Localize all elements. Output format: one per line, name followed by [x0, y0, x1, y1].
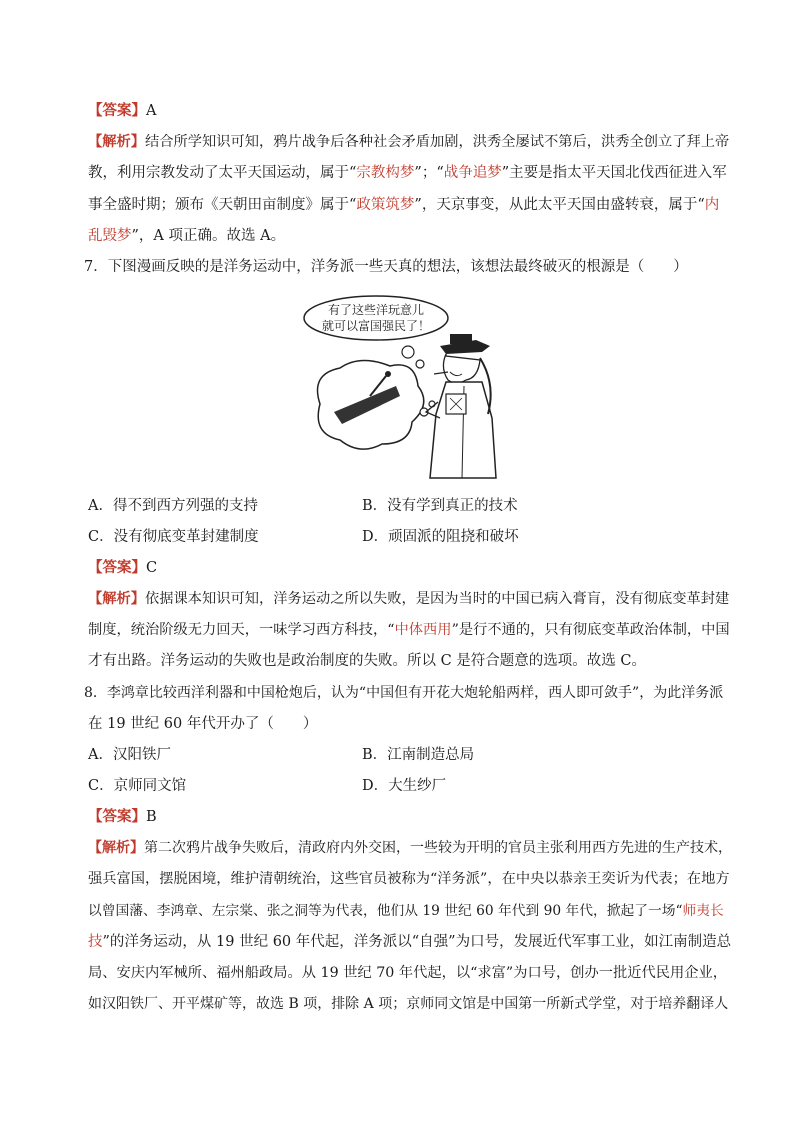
analysis-line: 局、安庆内军械所、福州船政局。从 19 世纪 70 年代起，以“求富”为口号，创办一批近代民用企业， [88, 965, 727, 981]
analysis-text: 第二次鸦片战争失败后，清政府内外交困，一些较为开明的官员主张利用西方先进的生产技术， [144, 840, 732, 856]
analysis-text: 教，利用宗教发动了太平天国运动，属于“ [88, 165, 357, 181]
option-c: C．没有彻底变革封建制度 [88, 529, 259, 545]
analysis-tag: 【解析】 [88, 134, 146, 150]
answer-tag: 【答案】 [88, 559, 146, 576]
answer-line-q7 [88, 558, 157, 578]
question-stem-q8: 8．李鸿章比较西洋利器和中国枪炮后，认为“中国但有开花大炮轮船两样，西人即可敛手”，为此洋务派 [84, 685, 724, 701]
answer-line-q8 [88, 807, 157, 827]
highlight-text: 宗教构梦 [356, 165, 415, 181]
option-a: A．得不到西方列强的支持 [88, 498, 258, 514]
analysis-line [88, 195, 719, 215]
analysis-line: 才有出路。洋务运动的失败也是政治制度的失败。所以 C 是符合题意的选项。故选 C。 [88, 653, 647, 669]
analysis-text: ”是行不通的，只有彻底变革政治体制，中国 [451, 622, 730, 638]
option-c: C．京师同文馆 [88, 778, 187, 794]
highlight-text: 技 [88, 934, 103, 950]
answer-value: A [146, 103, 157, 119]
answer-line-q6 [88, 101, 156, 121]
cartoon-illustration [300, 294, 510, 484]
question-stem-q7: 7．下图漫画反映的是洋务运动中，洋务派一些天真的想法，该想法最终破灭的根源是（ ） [84, 259, 688, 275]
answer-value: B [146, 809, 157, 825]
analysis-line: 如汉阳铁厂、开平煤矿等，故选 B 项，排除 A 项；京师同文馆是中国第一所新式学堂，对于培养翻译人 [88, 996, 729, 1012]
highlight-text: 战争追梦 [443, 165, 502, 181]
option-b: B．没有学到真正的技术 [362, 498, 518, 514]
analysis-text: ”主要是指太平天国北伐西征进入军 [501, 165, 727, 181]
cartoon-drawing [300, 294, 510, 484]
bubble-text-2: 就可以富国强民了！ [321, 319, 431, 333]
analysis-tag: 【解析】 [88, 840, 144, 856]
analysis-text: ”，天京事变，从此太平天国由盛转衰，属于“ [414, 197, 705, 213]
analysis-tag: 【解析】 [88, 591, 146, 607]
analysis-line [88, 163, 727, 183]
option-d: D．大生纱厂 [362, 778, 447, 794]
analysis-text: 结合所学知识可知，鸦片战争后各种社会矛盾加剧，洪秀全屡试不第后，洪秀全创立了拜上帝 [145, 134, 730, 150]
analysis-text: 事全盛时期；颁布《天朝田亩制度》属于“ [88, 197, 357, 213]
answer-tag: 【答案】 [88, 808, 146, 825]
question-stem-q8-cont: 在 19 世纪 60 年代开办了（ ） [88, 716, 318, 732]
analysis-text: ”的洋务运动，从 19 世纪 60 年代起，洋务派以“自强”为口号，发展近代军事工业，如江南制造总 [102, 934, 732, 950]
highlight-text: 内 [704, 197, 720, 213]
bubble-text-1: 有了这些洋玩意儿 [327, 303, 425, 317]
option-a: A．汉阳铁厂 [88, 747, 171, 763]
analysis-text: 以曾国藩、李鸿章、左宗棠、张之洞等为代表，他们从 19 世纪 60 年代到 90 年代，掀起了一场“ [88, 903, 683, 919]
option-b: B．江南制造总局 [362, 747, 475, 763]
highlight-text: 政策筑梦 [356, 197, 415, 213]
analysis-line: 强兵富国，摆脱困境，维护清朝统治，这些官员被称为“洋务派”，在中央以恭亲王奕䜣为代表；在地方 [88, 871, 730, 887]
analysis-text: 制度，统治阶级无力回天，一味学习西方科技，“ [88, 622, 395, 638]
analysis-line [88, 838, 732, 858]
analysis-line [88, 226, 285, 246]
analysis-text: 依据课本知识可知，洋务运动之所以失败，是因为当时的中国已病入膏肓，没有彻底变革封建 [145, 591, 730, 607]
answer-value: C [146, 560, 158, 576]
analysis-line [88, 901, 724, 921]
analysis-line [88, 932, 731, 952]
analysis-line [88, 589, 729, 609]
analysis-text: ”，A 项正确。故选 A。 [131, 228, 286, 244]
highlight-text: 师夷长 [682, 903, 724, 919]
option-d: D．顽固派的阻挠和破坏 [362, 529, 519, 545]
analysis-line [88, 620, 730, 640]
answer-tag: 【答案】 [88, 102, 146, 119]
analysis-text: ”；“ [414, 165, 444, 181]
highlight-text: 中体西用 [394, 622, 452, 638]
highlight-text: 乱毁梦 [88, 228, 132, 244]
analysis-line [88, 132, 729, 152]
